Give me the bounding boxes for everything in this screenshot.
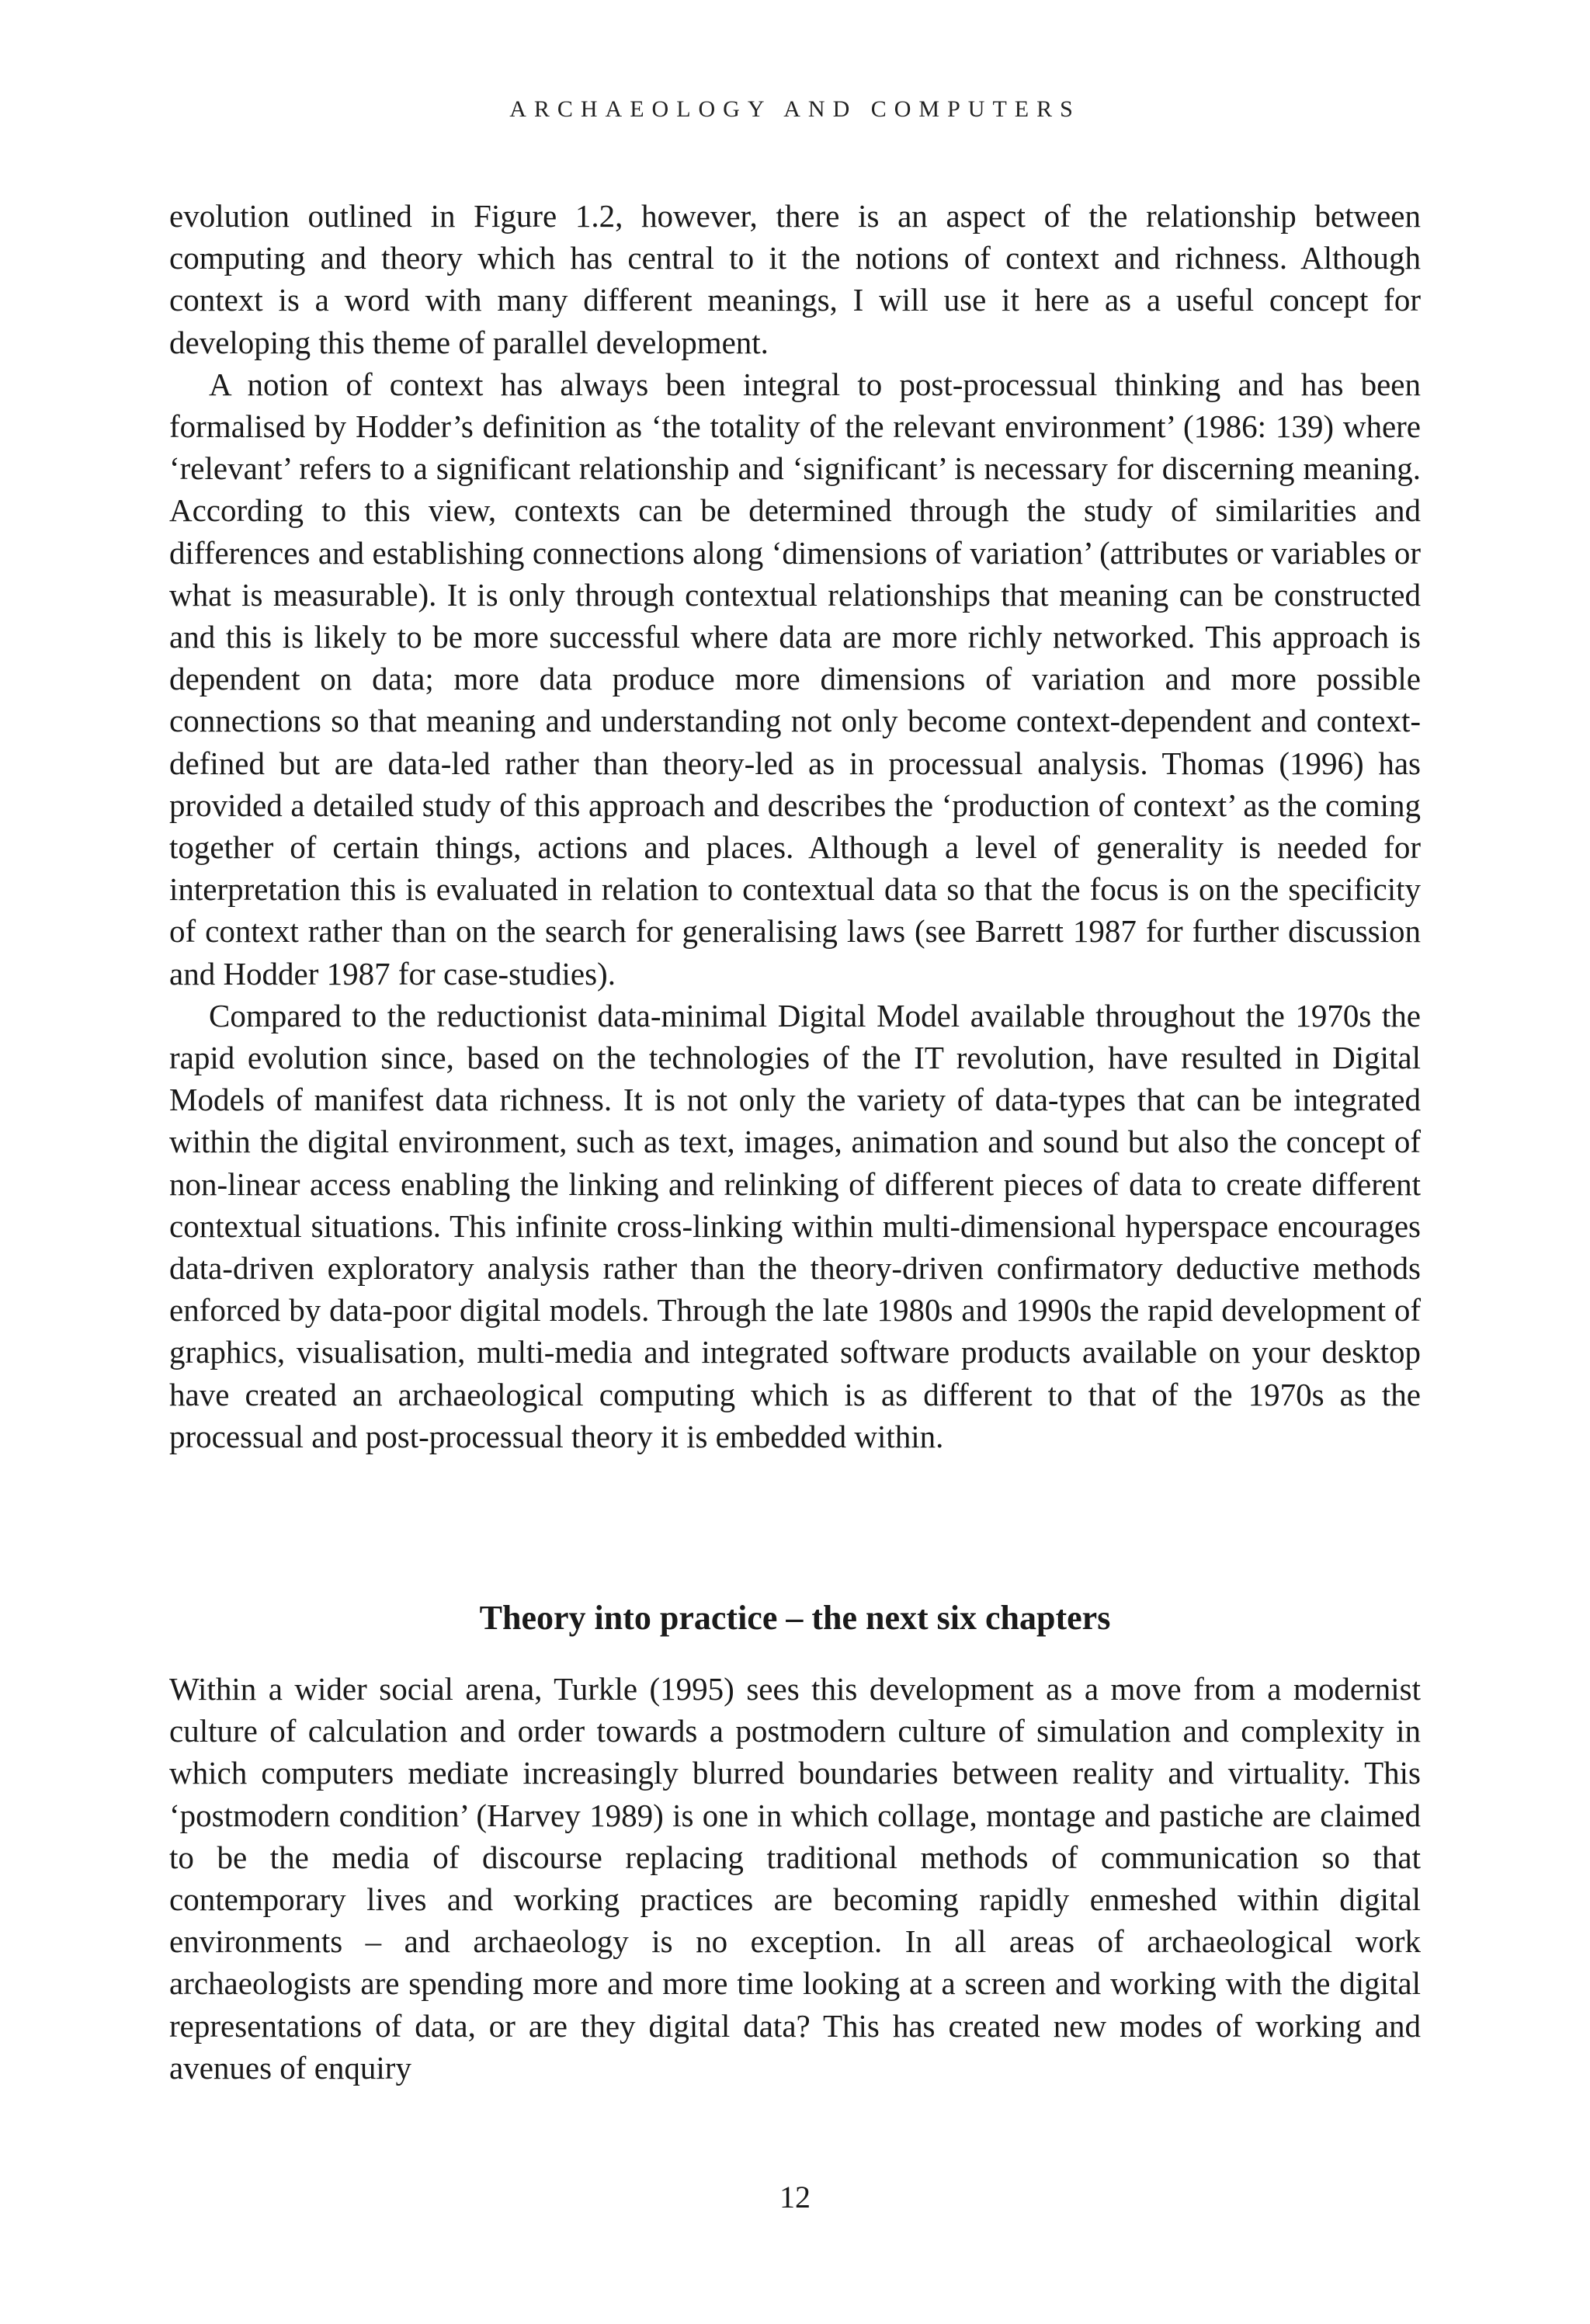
section-heading: Theory into practice – the next six chapters: [479, 1599, 1111, 1637]
paragraph-digital-model: Compared to the reductionist data-minimal Digital Model available throughout the 1970s the rapid evolution since, based on the technologies of the IT revolution, have resulted in Digital Models of manifest data richness. It is not only the variety of data-types that can be integrated within the digital environment, such as text, images, animation and sound but also the concept of non-linear access enabling the linking and relinking of different pieces of data to create different contextual situations. This infinite cross-linking within multi-dimensional hyperspace encourages data-driven exploratory analysis rather than the theory-driven confirmatory deductive methods enforced by data-poor digital models. Through the late 1980s and 1990s the rapid development of graphics, visualisation, multi-media and integrated software products available on your desktop have created an archaeological computing which is as different to that of the 1970s as the processual and post-processual theory it is embedded within.: [169, 997, 1421, 1454]
section-text-block: [169, 1668, 1421, 2089]
paragraph-continuation: evolution outlined in Figure 1.2, however, there is an aspect of the relationship between computing and theory which has central to it the notions of context and richness. Although context is a word with many different meanings, I will use it here as a useful concept for developing this theme of parallel development.: [169, 198, 1421, 360]
paragraph-postmodern: Within a wider social arena, Turkle (1995) sees this development as a move from a modernist culture of calculation and order towards a postmodern culture of simulation and complexity in which computers mediate increasingly blurred boundaries between reality and virtuality. This ‘postmodern condition’ (Harvey 1989) is one in which collage, montage and pastiche are claimed to be the media of discourse replacing traditional methods of communication so that contemporary lives and working practices are becoming rapidly enmeshed within digital environments – and archaeology is no exception. In all areas of archaeological work archaeologists are spending more and more time looking at a screen and working with the digital representations of data, or are they digital data? This has created new modes of working and avenues of enquiry: [169, 1671, 1421, 2086]
running-head: ARCHAEOLOGY AND COMPUTERS: [509, 96, 1081, 122]
paragraph-context-definition: A notion of context has always been integral to post-processual thinking and has been formalised by Hodder’s definition as ‘the totality of the relevant environment’ (1986: 139) where ‘relevant’ refers to a significant relationship and ‘significant’ is necessary for discerning meaning. According to this view, contexts can be determined through the study of similarities and differences and establishing connections along ‘dimensions of variation’ (attributes or variables or what is measurable). It is only through contextual relationships that meaning can be constructed and this is likely to be more successful where data are more richly networked. This approach is dependent on data; more data produce more dimensions of variation and more possible connections so that meaning and understanding not only become context-dependent and context-defined but are data-led rather than theory-led as in processual analysis. Thomas (1996) has provided a detailed study of this approach and describes the ‘production of context’ as the coming together of certain things, actions and places. Although a level of generality is needed for interpretation this is evaluated in relation to contextual data so that the focus is on the specificity of context rather than on the search for generalising laws (see Barrett 1987 for further discussion and Hodder 1987 for case-studies).: [169, 366, 1421, 992]
page-number: 12: [779, 2180, 811, 2215]
main-text-block: [169, 195, 1421, 1457]
